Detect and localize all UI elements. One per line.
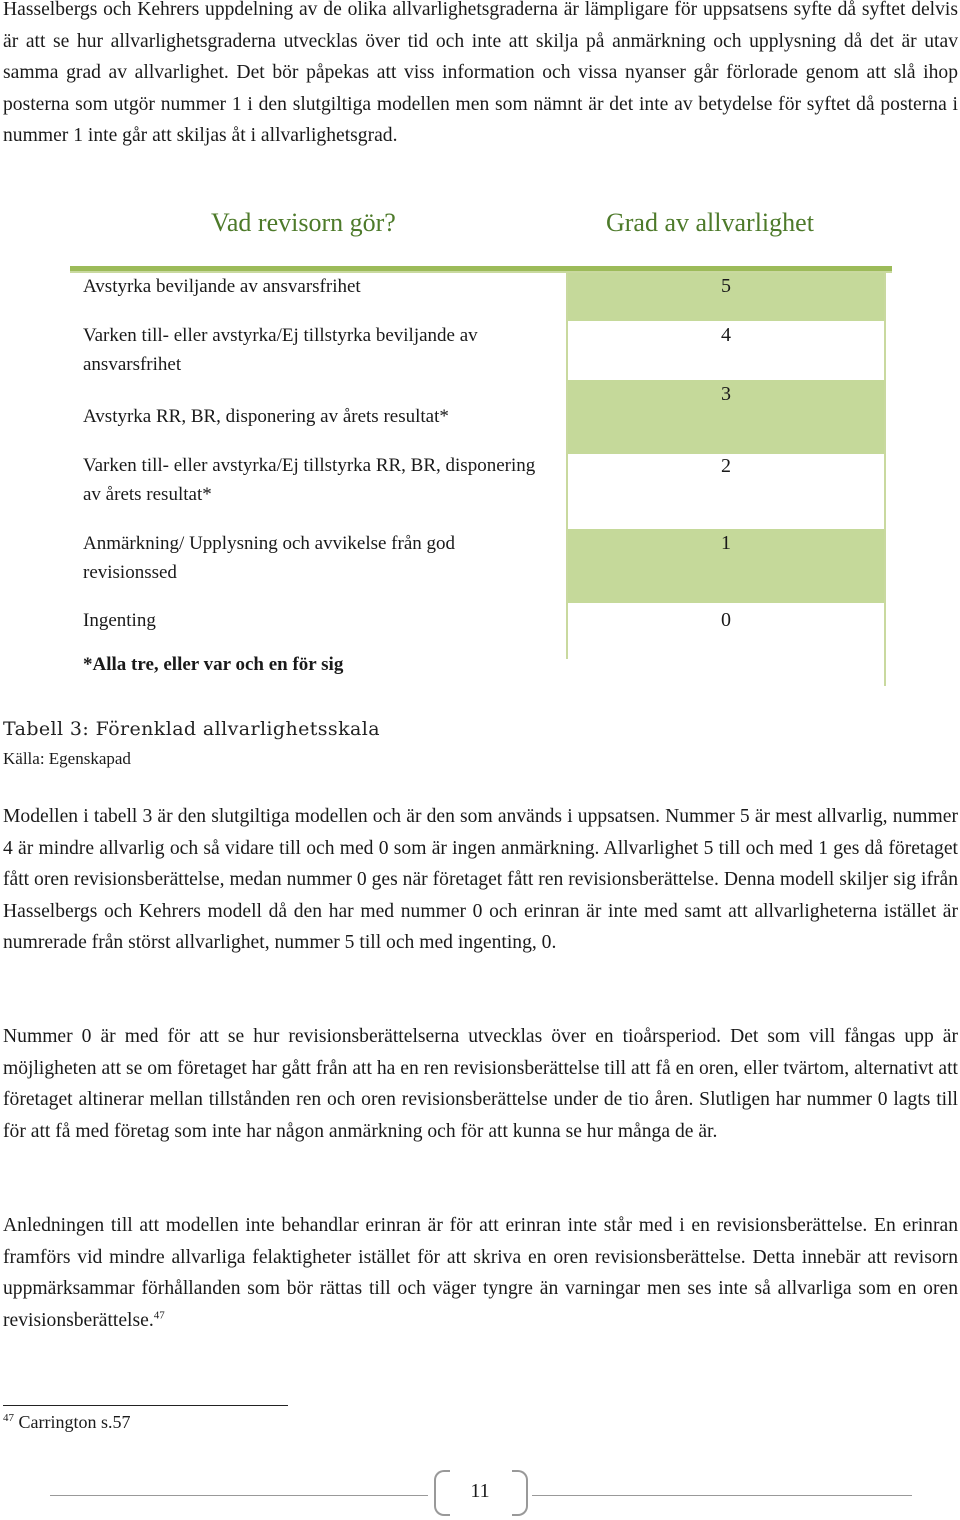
footer-line-right [532,1495,912,1496]
body-paragraph-2: Nummer 0 är med för att se hur revisionsberättelserna utvecklas över en tioårsperiod. Det som vill fångas upp är möjligheten att se om företaget har gått från att ha en ren revisionsberättelse till att få en oren, eller tvärtom, alternativt att företaget altinerar mellan tillstånden ren och oren revisionsberättelse under de tio åren. Slutligen har nummer 0 lagts till för att få med företag som inte har någon anmärkning och för att kunna se hur många de är. [3,1026,958,1142]
footnote [3,1412,131,1433]
body-paragraph-3-text: Anledningen till att modellen inte behandlar erinran är för att erinran inte står med i en revisionsberättelse. En erinran framförs vid mindre allvarliga felaktigheter istället för att skriva en oren revisionsberättelse. Detta innebär att revisorn uppmärksammar förhållanden som bör rättas till och väger tyngre än varningar men ses inte så allvarliga som en oren revisionsberättelse. [3,1215,958,1331]
table-source: Källa: Egenskapad [3,749,131,768]
footnote-text: Carrington s.57 [18,1412,131,1432]
body-paragraph-3 [3,1210,958,1336]
table-note: *Alla tre, eller var och en för sig [83,654,344,675]
table-row-label: Anmärkning/ Upplysning och avvikelse från god revisionssed [83,533,456,583]
table-row-grade: 0 [721,609,731,631]
table-row-grade: 2 [721,455,731,477]
table-row-label: Avstyrka RR, BR, disponering av årets resultat* [83,406,449,427]
intro-paragraph: Hasselbergs och Kehrers uppdelning av de olika allvarlighetsgraderna är lämpligare för uppsatsens syfte då syftet delvis är att se hur allvarlighetsgraderna utvecklas över tid och inte att skilja på anmärkning och upplysning då det är utav samma grad av allvarlighet. Det bör påpekas att viss information och vissa nyanser går förlorade genom att slå ihop posterna som utgör nummer 1 i den slutgiltiga modellen men som nämnt är det inte av betydelse för syftet då posterna i nummer 1 inte går att skiljas åt i allvarlighetsgrad. [3,0,958,146]
table-row-grade: 3 [721,383,731,405]
body-paragraph-1: Modellen i tabell 3 är den slutgiltiga modellen och är den som används i uppsatsen. Nummer 5 är mest allvarlig, nummer 4 är mindre allvarlig och så vidare till och med 0 som är ingen anmärkning. Allvarlighet 5 till och med 1 ges då företaget fått oren revisionsberättelse, medan nummer 0 ges när företaget fått ren revisionsberättelse. Denna modell skiljer sig ifrån Hasselbergs och Kehrers modell då den har med nummer 0 och erinran är inte med samt att allvarligheterna istället är numrerade från störst allvarlighet, nummer 5 till och med ingenting, 0. [3,806,958,953]
table-row-grade: 4 [721,324,731,346]
table-row-label: Ingenting [83,610,156,631]
table-row-grade: 5 [721,275,731,297]
page-number: 11 [470,1480,490,1502]
footer-bracket-right [512,1470,528,1516]
footnote-reference: 47 [153,1308,165,1321]
table-heading-right: Grad av allvarlighet [606,208,814,237]
severity-table [70,266,892,686]
table-row-label: Avstyrka beviljande av ansvarsfrihet [83,276,361,297]
table-row-label: Varken till- eller avstyrka/Ej tillstyrka RR, BR, disponering av årets resultat* [83,455,536,505]
footnote-divider [3,1405,288,1406]
footer-line-left [50,1495,428,1496]
footnote-number: 47 [3,1412,14,1424]
table-row-label: Varken till- eller avstyrka/Ej tillstyrka beviljande av ansvarsfrihet [83,325,478,375]
table-caption: Tabell 3: Förenklad allvarlighetsskala [3,718,380,740]
table-heading-left: Vad revisorn gör? [211,208,396,237]
table-row-grade: 1 [721,532,731,554]
page-footer [0,1470,960,1520]
